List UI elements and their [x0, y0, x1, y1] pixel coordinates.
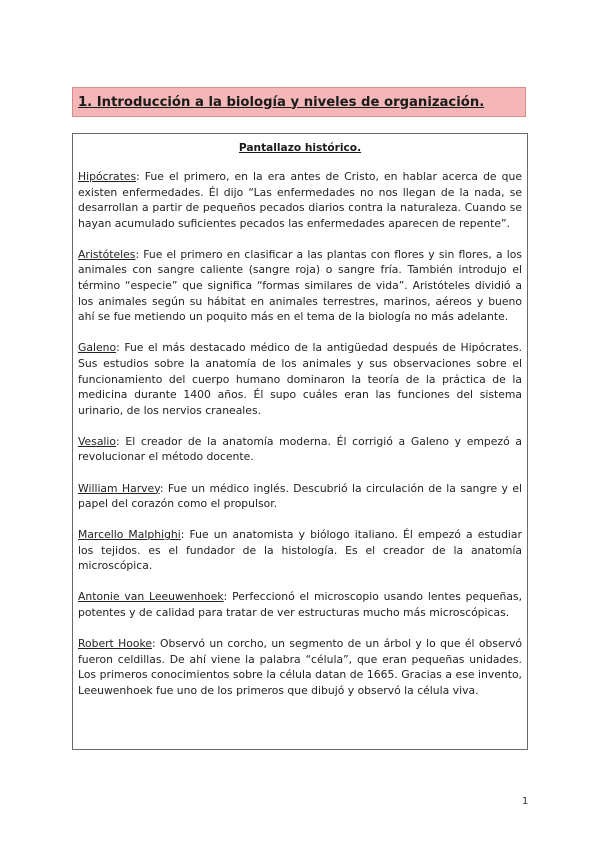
entry-antonie-van-leeuwenhoek: [78, 589, 522, 620]
entry-aristoteles: [78, 247, 522, 325]
chapter-title-box: [72, 87, 526, 117]
chapter-title: 1. Introducción a la biología y niveles de organización.: [78, 94, 485, 110]
page-number: 1: [522, 796, 529, 807]
entry-robert-hooke: [78, 636, 522, 698]
entry-text: : Fue un anatomista y biólogo italiano. Él empezó a estudiar los tejidos. es el fundador de la histología. Es el creador de la anatomía microscópica.: [78, 528, 522, 573]
entry-name: Galeno: [78, 341, 117, 355]
entry-name: Marcello Malphighi: [78, 528, 181, 542]
entry-text: : Perfeccionó el microscopio usando lentes pequeñas, potentes y de calidad para tratar de ver estructuras mucho más microscópicas.: [78, 590, 523, 620]
entry-hipocrates: [78, 169, 522, 231]
section-title: Pantallazo histórico.: [238, 142, 362, 154]
entry-name: Vesalio: [78, 434, 117, 448]
entry-text: : Fue el más destacado médico de la antigüedad después de Hipócrates. Sus estudios sobre la anatomía de los animales y sus observaciones sobre el funcionamiento del cuerpo humano dominaron la teoría de la práctica de la medicina durante 1400 años. Él supo cuáles eran las funciones del sistema urinario, de los nervios craneales.: [78, 341, 522, 417]
entry-marcello-malphighi: [78, 527, 522, 574]
entry-name: Aristóteles: [78, 247, 136, 261]
entry-name: William Harvey: [78, 481, 160, 495]
entry-text: : Fue un médico inglés. Descubrió la circulación de la sangre y el papel del corazón como el propulsor.: [78, 481, 522, 511]
entry-text: : El creador de la anatomía moderna. Él corrigió a Galeno y empezó a revolucionar el método docente.: [78, 434, 522, 464]
entry-name: Robert Hooke: [78, 637, 152, 651]
entry-text: : Observó un corcho, un segmento de un árbol y lo que él observó fueron celdillas. De ahí viene la palabra “célula”, que eran pequeñas unidades. Los primeros conocimientos sobre la célula datan de 1665. Gracias a ese invento, Leeuwenhoek fue uno de los primeros que dibujó y observó la célula viva.: [78, 637, 522, 697]
entry-galeno: [78, 340, 522, 418]
entry-william-harvey: [78, 481, 522, 512]
entry-name: Antonie van Leeuwenhoek: [78, 590, 224, 604]
entry-vesalio: [78, 434, 522, 465]
entry-text: : Fue el primero en clasificar a las plantas con flores y sin flores, a los animales con sangre caliente (sangre roja) o sangre fría. También introdujo el término “especie” que significa “formas similares de vida”. Aristóteles dividió a los animales según su hábitat en animales terrestres, marinos, aéreos y bueno ahí se fue metiendo un poquito más en el tema de la biología no más adelante.: [78, 247, 522, 324]
entry-name: Hipócrates: [78, 170, 137, 183]
historical-overview-box: [72, 133, 528, 750]
entry-text: : Fue el primero, en la era antes de Cristo, en hablar acerca de que existen enfermedades. Él dijo “Las enfermedades no nos llegan de la nada, se desarrollan a partir de pequeños pecados diarios contra la naturaleza. Cuando se hayan acumulado suficientes pecados las enfermedades aparecen de repente”.: [78, 170, 522, 230]
